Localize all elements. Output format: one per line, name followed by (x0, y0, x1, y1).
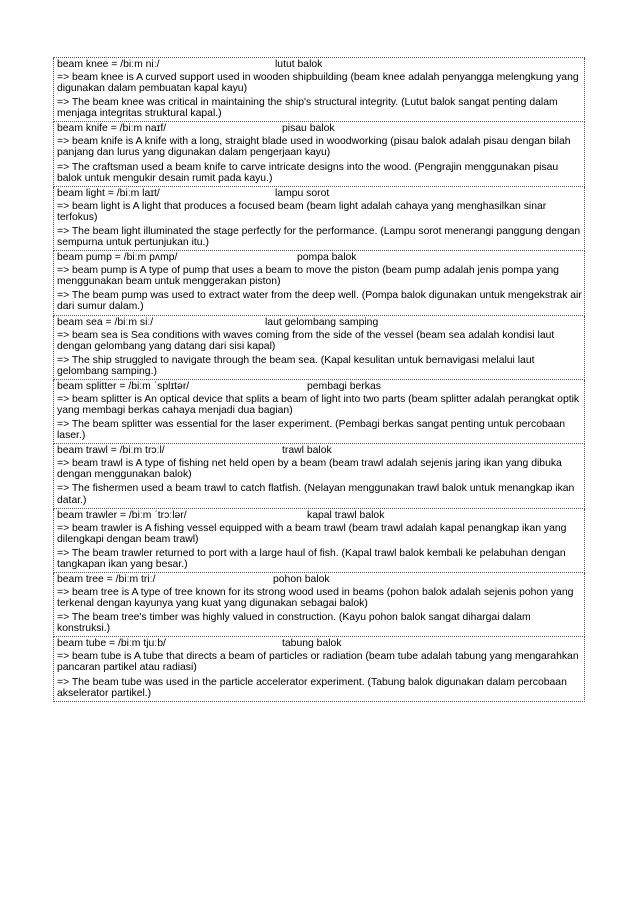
glossary-entry-beam-sea (53, 316, 585, 380)
entry-translation: kapal trawl balok (307, 509, 385, 521)
entry-example: => The beam pump was used to extract water from the deep well. (Pompa balok digunakan untuk mengekstrak air dari sumur dalam.) (57, 290, 582, 313)
entry-definition: => beam tree is A type of tree known for its strong wood used in beams (pohon balok adalah sejenis pohon yang terkenal dengan kayunya yang kuat yang digunakan sebagai balok) (57, 587, 574, 610)
entry-translation: laut gelombang samping (265, 316, 379, 328)
glossary-entry-beam-splitter (53, 380, 585, 444)
entry-definition: => beam knife is A knife with a long, straight blade used in woodworking (pisau balok adalah pisau dengan bilah panjang dan lurus yang digunakan dalam pengerjaan kayu) (57, 136, 571, 159)
entry-translation: pisau balok (282, 123, 335, 135)
entry-example: => The beam tube was used in the particle accelerator experiment. (Tabung balok digunakan dalam percobaan akselerator partikel.) (57, 676, 567, 699)
entry-definition: => beam light is A light that produces a focused beam (beam light adalah cahaya yang menghasilkan sinar terfokus) (57, 200, 547, 223)
entry-header (57, 637, 582, 650)
glossary-entry-beam-tree (53, 573, 585, 637)
glossary-entry-beam-trawl (53, 444, 585, 508)
entry-term: beam sea = /biːm siː/ (57, 316, 154, 328)
glossary-entry-beam-tube (53, 637, 585, 701)
entry-header (57, 573, 582, 586)
entry-term: beam pump = /biːm pʌmp/ (57, 252, 178, 264)
entry-header (57, 187, 582, 200)
glossary-sheet (53, 57, 585, 702)
entry-definition: => beam tube is A tube that directs a beam of particles or radiation (beam tube adalah tabung yang mengarahkan pancaran partikel atau radiasi) (57, 651, 579, 674)
entry-term: beam light = /biːm laɪt/ (57, 187, 160, 199)
entry-translation: pembagi berkas (307, 380, 381, 392)
entry-definition: => beam knee is A curved support used in wooden shipbuilding (beam knee adalah penyangga melengkung yang digunakan dalam pembuatan kapal kayu) (57, 72, 579, 95)
entry-definition: => beam sea is Sea conditions with waves coming from the side of the vessel (beam sea adalah kondisi laut dengan gelombang yang datang dari sisi kapal) (57, 329, 555, 352)
entry-term: beam knife = /biːm naɪf/ (57, 123, 167, 135)
entry-header (57, 380, 582, 393)
glossary-entry-beam-trawler (53, 509, 585, 573)
glossary-entry-beam-knife (53, 122, 585, 186)
entry-header (57, 509, 582, 522)
entry-definition: => beam trawl is A type of fishing net held open by a beam (beam trawl adalah sejenis jaring ikan yang dibuka dengan menggunakan balok) (57, 458, 562, 481)
entry-translation: pohon balok (273, 574, 330, 585)
glossary-entry-beam-pump (53, 251, 585, 315)
entry-example: => The fishermen used a beam trawl to catch flatfish. (Nelayan menggunakan trawl balok untuk menangkap ikan datar.) (57, 483, 575, 506)
entry-header (57, 58, 582, 71)
entry-header (57, 444, 582, 457)
entry-definition: => beam trawler is A fishing vessel equipped with a beam trawl (beam trawl adalah kapal penangkap ikan yang dilengkapi dengan beam trawl) (57, 522, 567, 545)
entry-term: beam knee = /biːm niː/ (57, 59, 160, 70)
entry-term: beam tree = /biːm triː/ (57, 574, 156, 585)
entry-example: => The beam knee was critical in maintaining the ship's structural integrity. (Lutut balok sangat penting dalam menjaga integritas struktural kapal.) (57, 97, 558, 120)
entry-example: => The beam trawler returned to port with a large haul of fish. (Kapal trawl balok kembali ke pelabuhan dengan tangkapan ikan yang besar.) (57, 547, 566, 570)
entry-term: beam trawl = /biːm trɔːl/ (57, 445, 165, 457)
entry-translation: tabung balok (282, 638, 342, 650)
entry-term: beam tube = /biːm tjuːb/ (57, 638, 166, 650)
entry-example: => The craftsman used a beam knife to carve intricate designs into the wood. (Pengrajin menggunakan pisau balok untuk mengukir desain rumit pada kayu.) (57, 161, 559, 184)
entry-example: => The beam light illuminated the stage perfectly for the performance. (Lampu sorot menerangi panggung dengan sempurna untuk pertunjukan itu.) (57, 225, 581, 249)
entry-definition: => beam splitter is An optical device that splits a beam of light into two parts (beam splitter adalah perangkat optik yang membagi berkas cahaya menjadi dua bagian) (57, 393, 580, 416)
entry-translation: trawl balok (282, 445, 332, 457)
entry-example: => The beam tree's timber was highly valued in construction. (Kayu pohon balok sangat dihargai dalam konstruksi.) (57, 612, 531, 635)
entry-header (57, 251, 582, 264)
entry-translation: lampu sorot (275, 187, 330, 199)
entry-term: beam trawler = /biːm ˈtrɔːlər/ (57, 509, 187, 521)
entry-header (57, 316, 582, 329)
glossary-entry-beam-knee (53, 58, 585, 122)
entry-term: beam splitter = /biːm ˈsplɪtər/ (57, 380, 190, 392)
entry-translation: lutut balok (275, 59, 323, 70)
glossary-entry-beam-light (53, 187, 585, 251)
entry-definition: => beam pump is A type of pump that uses a beam to move the piston (beam pump adalah jenis pompa yang menggunakan beam untuk menggerakan piston) (57, 265, 559, 288)
entry-example: => The beam splitter was essential for the laser experiment. (Pembagi berkas sangat penting untuk percobaan laser.) (57, 419, 566, 442)
entry-header (57, 122, 582, 135)
entry-translation: pompa balok (297, 252, 357, 264)
entry-example: => The ship struggled to navigate through the beam sea. (Kapal kesulitan untuk bernavigasi melalui laut gelombang samping.) (57, 354, 535, 377)
